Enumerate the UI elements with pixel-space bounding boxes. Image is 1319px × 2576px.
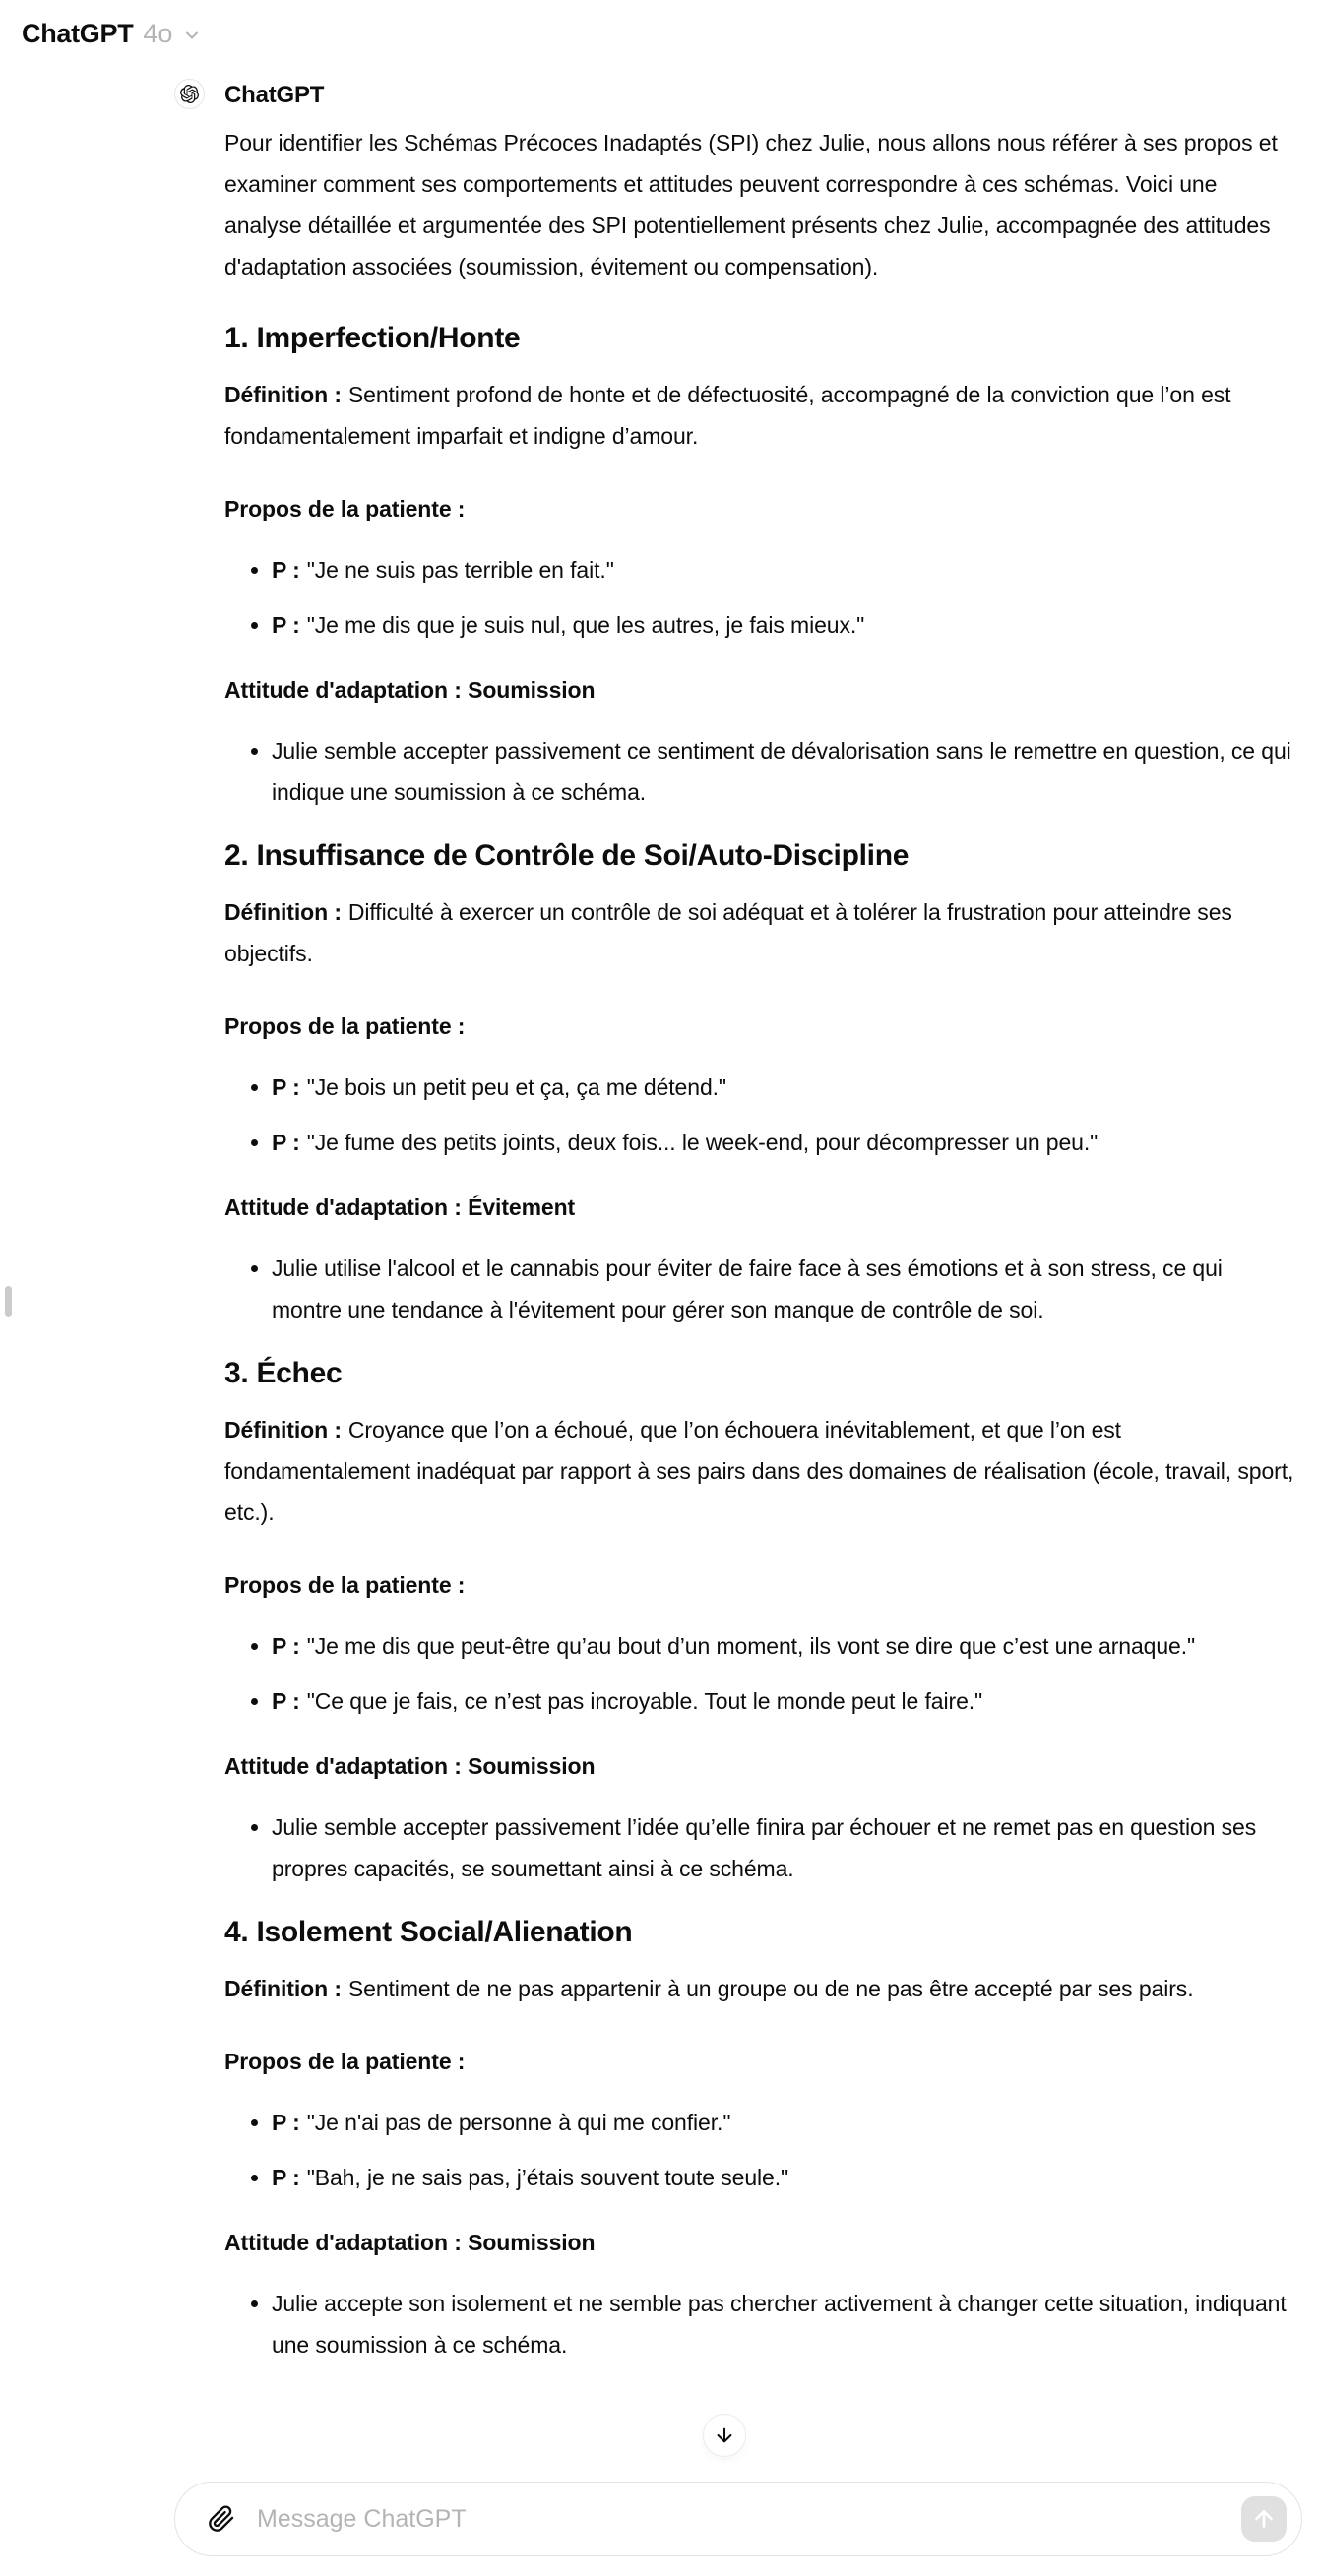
section-heading: 2. Insuffisance de Contrôle de Soi/Auto-Discipline <box>224 839 910 872</box>
quotes-label: Propos de la patiente : <box>224 496 466 521</box>
attitude-label: Attitude d'adaptation : Évitement <box>224 1195 576 1220</box>
quote-speaker-label: P : <box>272 2165 300 2190</box>
quote-item <box>272 2157 1295 2198</box>
definition-text: Sentiment de ne pas appartenir à un groupe ou de ne pas être accepté par ses pairs. <box>347 1976 1194 2001</box>
assistant-message <box>174 81 1302 2389</box>
quote-item <box>272 549 1295 590</box>
analysis-list <box>224 730 1295 813</box>
arrow-down-icon <box>714 2424 735 2446</box>
schema-section-1 <box>224 319 1295 813</box>
definition-label: Définition : <box>224 382 342 407</box>
intro-paragraph: Pour identifier les Schémas Précoces Inadaptés (SPI) chez Julie, nous allons nous référer à ses propos et examiner comment ses comportements et attitudes peuvent correspondre à ces schémas. Voici une analyse détaillée et argumentée des SPI potentiellement présents chez Julie, accompagnée des attitudes d'adaptation associées (soumission, évitement ou compensation). <box>224 130 1278 279</box>
openai-logo-icon <box>180 85 199 103</box>
patient-quotes-list <box>224 1625 1295 1722</box>
definition-text: Sentiment profond de honte et de défectuosité, accompagné de la conviction que l’on est fondamentalement imparfait et indigne d’amour. <box>224 382 1231 449</box>
quote-item <box>272 2102 1295 2143</box>
quote-text: "Je bois un petit peu et ça, ça me détend." <box>306 1074 726 1100</box>
definition-paragraph <box>224 1409 1295 1533</box>
send-button[interactable] <box>1241 2496 1287 2542</box>
quote-speaker-label: P : <box>272 1633 300 1659</box>
patient-quotes-list <box>224 1067 1295 1163</box>
analysis-item: • Julie semble accepter passivement ce sentiment de dévalorisation sans le remettre en question, ce qui indique une soumission à ce schéma. <box>272 730 1295 813</box>
model-name: 4o <box>143 18 173 48</box>
definition-text: Croyance que l’on a échoué, que l’on échouera inévitablement, et que l’on est fondamentalement inadéquat par rapport à ses pairs dans des domaines de réalisation (école, travail, sport, etc.). <box>224 1417 1294 1525</box>
quote-speaker-label: P : <box>272 1074 300 1100</box>
quotes-label: Propos de la patiente : <box>224 2049 466 2074</box>
message-body <box>224 122 1295 2365</box>
quote-item <box>272 1625 1295 1667</box>
chevron-down-icon <box>182 26 202 45</box>
patient-quotes-list <box>224 549 1295 645</box>
attitude-label: Attitude d'adaptation : Soumission <box>224 1753 596 1779</box>
quote-item <box>272 604 1295 645</box>
quote-text: "Je me dis que peut-être qu’au bout d’un moment, ils vont se dire que c’est une arnaque." <box>306 1633 1196 1659</box>
quote-item <box>272 1067 1295 1108</box>
quote-text: "Bah, je ne sais pas, j’étais souvent toute seule." <box>306 2165 789 2190</box>
top-header <box>0 0 1319 67</box>
schema-section-2 <box>224 836 1295 1330</box>
avatar <box>174 79 205 109</box>
quote-item <box>272 1681 1295 1722</box>
message-content <box>224 81 1295 2365</box>
section-heading: 3. Échec <box>224 1357 343 1389</box>
quote-text: "Je n'ai pas de personne à qui me confier." <box>306 2110 731 2135</box>
analysis-item: • Julie accepte son isolement et ne semble pas chercher activement à changer cette situation, indiquant une soumission à ce schéma. <box>272 2283 1295 2365</box>
analysis-list <box>224 1807 1295 1889</box>
analysis-list <box>224 1248 1295 1330</box>
model-switcher[interactable] <box>22 19 202 49</box>
definition-paragraph <box>224 1968 1295 2009</box>
definition-text: Difficulté à exercer un contrôle de soi adéquat et à tolérer la frustration pour atteindre ses objectifs. <box>224 899 1232 966</box>
message-composer[interactable] <box>174 2482 1302 2556</box>
sender-name: ChatGPT <box>224 82 325 108</box>
quote-text: "Ce que je fais, ce n’est pas incroyable. Tout le monde peut le faire." <box>306 1688 983 1714</box>
attitude-label: Attitude d'adaptation : Soumission <box>224 677 596 703</box>
section-heading: 1. Imperfection/Honte <box>224 322 521 354</box>
analysis-item: • Julie semble accepter passivement l’idée qu’elle finira par échouer et ne remet pas en question ses propres capacités, se soumettant ainsi à ce schéma. <box>272 1807 1295 1889</box>
paperclip-icon <box>208 2505 235 2533</box>
quotes-label: Propos de la patiente : <box>224 1572 466 1598</box>
quote-speaker-label: P : <box>272 1130 300 1155</box>
quote-text: "Je ne suis pas terrible en fait." <box>306 557 614 583</box>
attach-file-button[interactable] <box>208 2505 235 2533</box>
quote-speaker-label: P : <box>272 1688 300 1714</box>
quote-text: "Je me dis que je suis nul, que les autres, je fais mieux." <box>306 612 865 638</box>
attitude-label: Attitude d'adaptation : Soumission <box>224 2230 596 2255</box>
definition-label: Définition : <box>224 899 342 925</box>
patient-quotes-list <box>224 2102 1295 2198</box>
analysis-list <box>224 2283 1295 2365</box>
quote-speaker-label: P : <box>272 612 300 638</box>
quote-text: "Je fume des petits joints, deux fois... le week-end, pour décompresser un peu." <box>306 1130 1099 1155</box>
definition-paragraph <box>224 891 1295 974</box>
arrow-up-icon <box>1251 2506 1277 2532</box>
quote-speaker-label: P : <box>272 557 300 583</box>
definition-paragraph <box>224 374 1295 457</box>
quote-speaker-label: P : <box>272 2110 300 2135</box>
message-input[interactable] <box>257 2505 1241 2534</box>
schema-section-3 <box>224 1354 1295 1889</box>
definition-label: Définition : <box>224 1417 342 1442</box>
quotes-label: Propos de la patiente : <box>224 1013 466 1039</box>
section-heading: 4. Isolement Social/Alienation <box>224 1916 633 1948</box>
quote-item <box>272 1122 1295 1163</box>
analysis-item: • Julie utilise l'alcool et le cannabis pour éviter de faire face à ses émotions et à son stress, ce qui montre une tendance à l'évitement pour gérer son manque de contrôle de soi. <box>272 1248 1295 1330</box>
scrollbar-thumb[interactable] <box>5 1286 12 1317</box>
schema-section-4 <box>224 1913 1295 2365</box>
scroll-to-bottom-button[interactable] <box>703 2414 746 2457</box>
app-name: ChatGPT <box>22 18 134 48</box>
definition-label: Définition : <box>224 1976 342 2001</box>
